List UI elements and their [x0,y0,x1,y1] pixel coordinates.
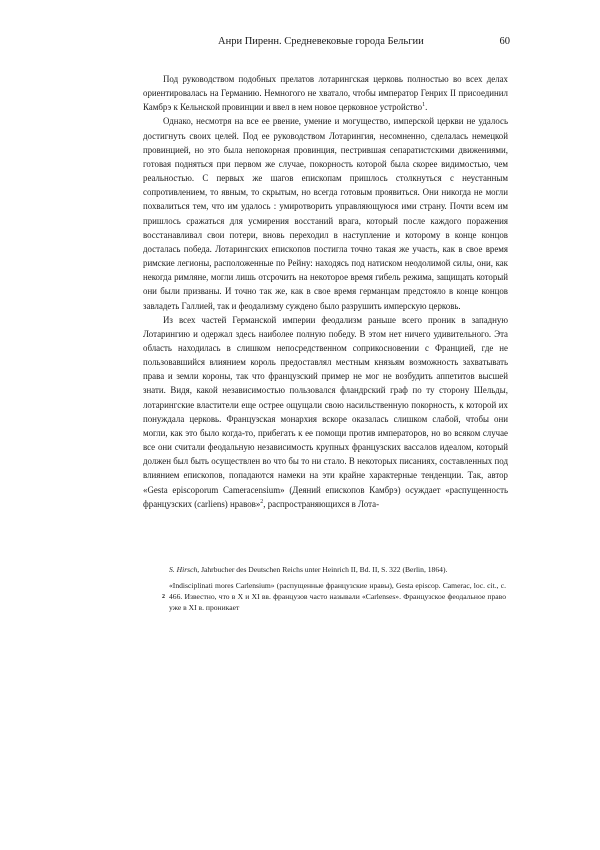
footnotes [162,564,506,618]
footnote-number: 2 [162,594,165,600]
paragraph [143,72,508,114]
paragraph-text: Из всех частей Германской империи феодализм раньше всего проник в западную Лотарингию и одержал здесь наиболее полную победу. В этом нет ничего удивительного. Эта область находилась в слишком непосредственном соприкосновении с Францией, где не пользовавшийся влиянием король предоставлял местным князьям возможность захватывать права и земли короны, так что французский пример не мог не возбудить аппетитов высшей знати. Видя, какой независимостью пользовался фландрский граф по ту сторону Шельды, лотарингские властители еще острее ощущали свою насильственную покорность, к которой их понуждала церковь. Французская монархия вскоре оказалась слишком слабой, чтобы они могли, как это было когда-то, прибегать к ее помощи против императоров, но во всяком случае все они считали феодальную независимость крупных французских вассалов идеалом, который должен был быть осуществлен во что бы то ни стало. В некоторых писаниях, составленных под влиянием епископов, попадаются намеки на эти крайне характерные тенденции. Так, автор «Gesta episcoporum Cameracensium» (Деяний епископов Камбрэ) осуждает «распущенность французских (carliens) нравов» [143,314,508,509]
running-title: Анри Пиренн. Средневековые города Бельгии [218,36,424,47]
paragraph [143,114,508,312]
page-header [120,36,510,47]
main-text [143,72,508,511]
footnote-ref: 2 [260,498,264,505]
footnote [162,580,506,613]
footnote-text: «Indisciplinati mores Carlensium» (распущенные французские нравы), Gesta episcop. Camerac, loc. cit., с. 466. Известно, что в X и XI вв. французов часто называли «Carlenses». Французское феодальное право уже в XI в. проникает [169,581,506,612]
footnote-ref: 1 [422,102,426,109]
paragraph-text: Под руководством подобных прелатов лотарингская церковь полностью во всех делах ориентировалась на Германию. Немногого не хватало, чтобы император Генрих II присоединил Камбрэ к Кельнской провинции и ввел в нем новое церковное устройство [143,74,508,113]
paragraph-tail: , распространяющихся в Лота- [263,498,380,509]
page-number: 60 [499,36,510,47]
paragraph [143,313,508,511]
paragraph-text: Однако, несмотря на все ее рвение, умение и могущество, имперской церкви не удалось достигнуть своих целей. Под ее руководством Лотарингия, несомненно, сделалась немецкой провинцией, но это была непокорная провинция, пестрившая сепаратистскими движениями, готовая подняться при первом же случае, покорность которой была скорее видимостью, чем реальностью. С первых же шагов епископам пришлось столкнуться с неустанным сопротивлением, то явным, то скрытым, но всегда готовым проявиться. Они никогда не могли похвалиться тем, что им удалось : умиротворить управляющуюся ими страну. Почти всем им пришлось сражаться для усмирения восстаний врага, который после каждого поражения восстанавливал свои потери, вновь переходил в наступление и которому в конце концов досталась победа. Лотарингских епископов постигла точно такая же участь, как в свое время римские легионы, расположенные по Рейну: находясь под натиском неодолимой силы, они, как некогда римляне, могли лишь отсрочить на некоторое время гибель режима, защищать который они были призваны. И точно так же, как в свое время германцам предстояло в конце концов завладеть Галлией, так и феодализму суждено было разрушить имперскую церковь. [143,116,508,311]
paragraph-tail: . [425,102,428,113]
footnote-text: , Jahrbucher des Deutschen Reichs unter Heinrich II, Bd. II, S. 322 (Berlin, 1864). [197,565,448,574]
footnote [169,564,506,575]
footnote-author: S. Hirsch [169,565,198,574]
